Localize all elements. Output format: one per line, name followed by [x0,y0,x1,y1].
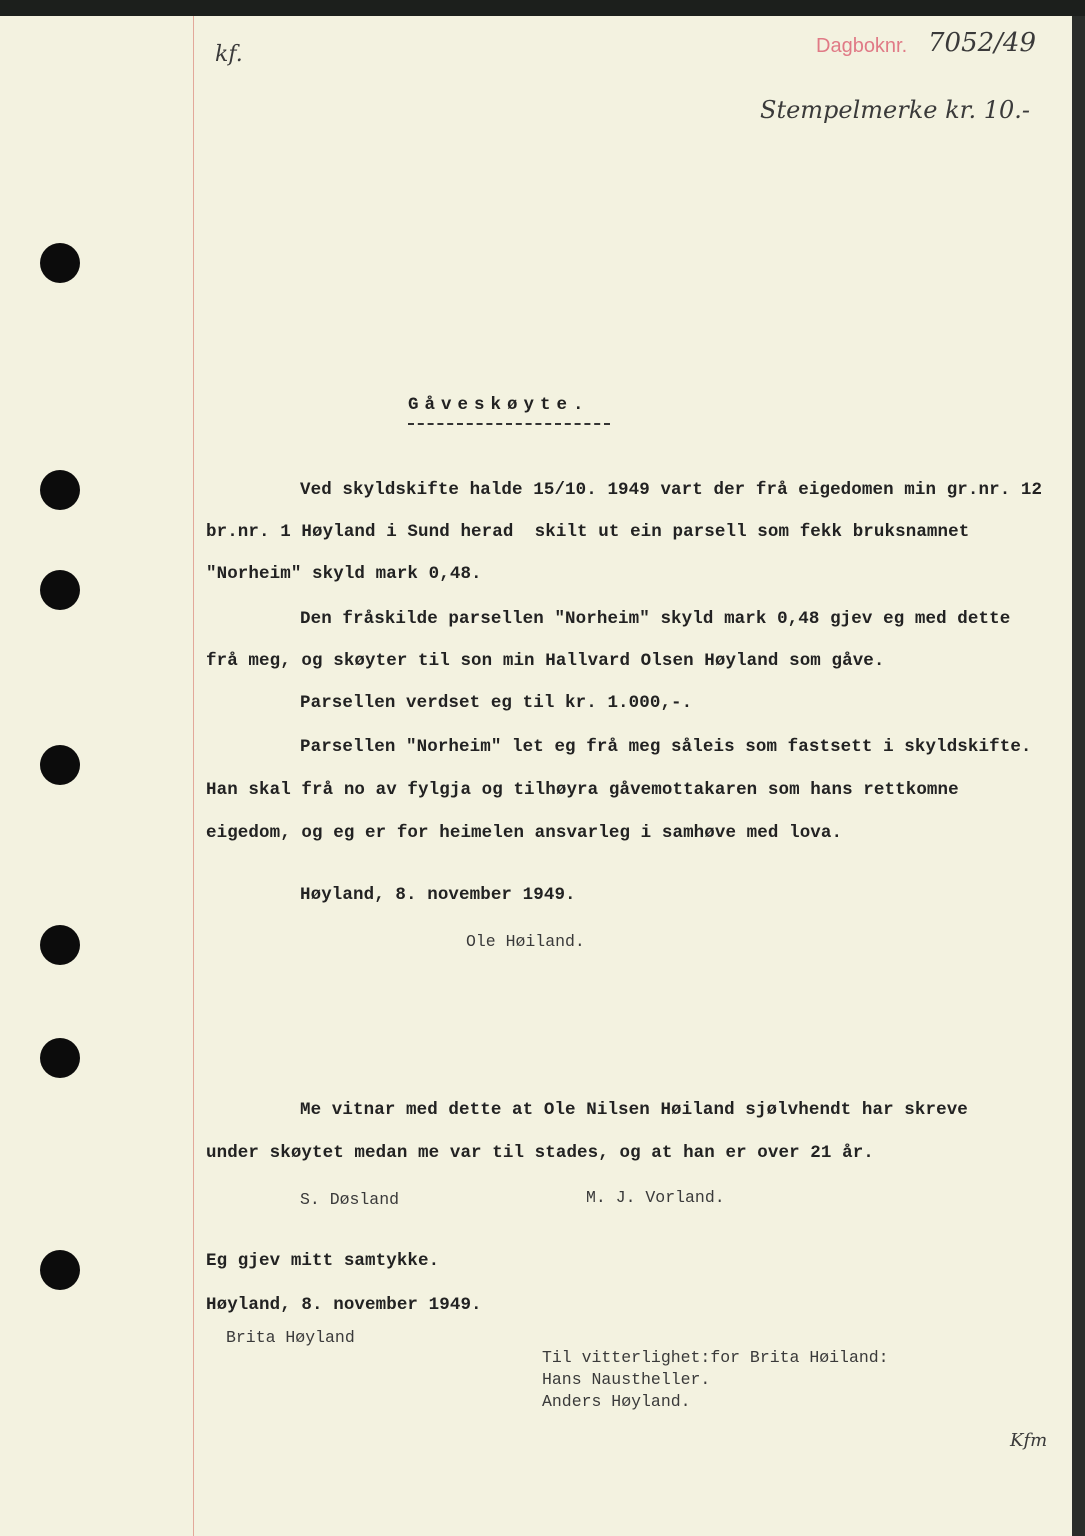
place-date: Høyland, 8. november 1949. [300,885,576,905]
body-line: Parsellen "Norheim" let eg frå meg såleis som fastsett i skyldskifte. [300,737,1032,757]
margin-line [193,16,194,1536]
document-title: Gåveskøyte. [408,395,590,415]
body-line: Han skal frå no av fylgja og tilhøyra gåvemottakaren som hans rettkomne [206,780,959,800]
witness-line: under skøytet medan me var til stades, og at han er over 21 år. [206,1143,874,1163]
attestation-line: Anders Høyland. [542,1392,691,1411]
body-line: br.nr. 1 Høyland i Sund herad skilt ut ein parsell som fekk bruksnamnet [206,522,970,542]
punch-hole [40,570,80,610]
witness-2: M. J. Vorland. [586,1188,725,1207]
body-line: Den fråskilde parsellen "Norheim" skyld mark 0,48 gjev eg med dette [300,609,1011,629]
body-line: eigedom, og eg er for heimelen ansvarleg i samhøve med lova. [206,823,843,843]
body-line: frå meg, og skøyter til son min Hallvard Olsen Høyland som gåve. [206,651,885,671]
witness-line: Me vitnar med dette at Ole Nilsen Høiland sjølvhendt har skreve [300,1100,968,1120]
body-line: Ved skyldskifte halde 15/10. 1949 vart der frå eigedomen min gr.nr. 12 [300,480,1043,500]
page-edge [1072,16,1085,1536]
punch-hole [40,1250,80,1290]
body-line: "Norheim" skyld mark 0,48. [206,564,482,584]
stamp-fee-note: Stempelmerke kr. 10.- [760,96,1031,124]
signature: Ole Høiland. [466,932,585,951]
attestation-line: Til vitterlighet:for Brita Høiland: [542,1348,889,1367]
title-underline [408,423,610,425]
punch-hole [40,243,80,283]
punch-hole [40,1038,80,1078]
punch-hole [40,745,80,785]
document-page [0,16,1072,1536]
journal-stamp: Dagboknr. [816,35,908,57]
punch-hole [40,925,80,965]
punch-hole [40,470,80,510]
witness-1: S. Døsland [300,1190,400,1209]
initials: kf. [215,42,243,67]
body-line: Parsellen verdset eg til kr. 1.000,-. [300,693,693,713]
consent-place-date: Høyland, 8. november 1949. [206,1295,482,1315]
journal-number: 7052/49 [928,28,1037,58]
consent: Eg gjev mitt samtykke. [206,1251,440,1271]
attestation-line: Hans Naustheller. [542,1370,711,1389]
consent-signature: Brita Høyland [226,1328,355,1347]
footer-initials: Kfm [1010,1430,1048,1451]
